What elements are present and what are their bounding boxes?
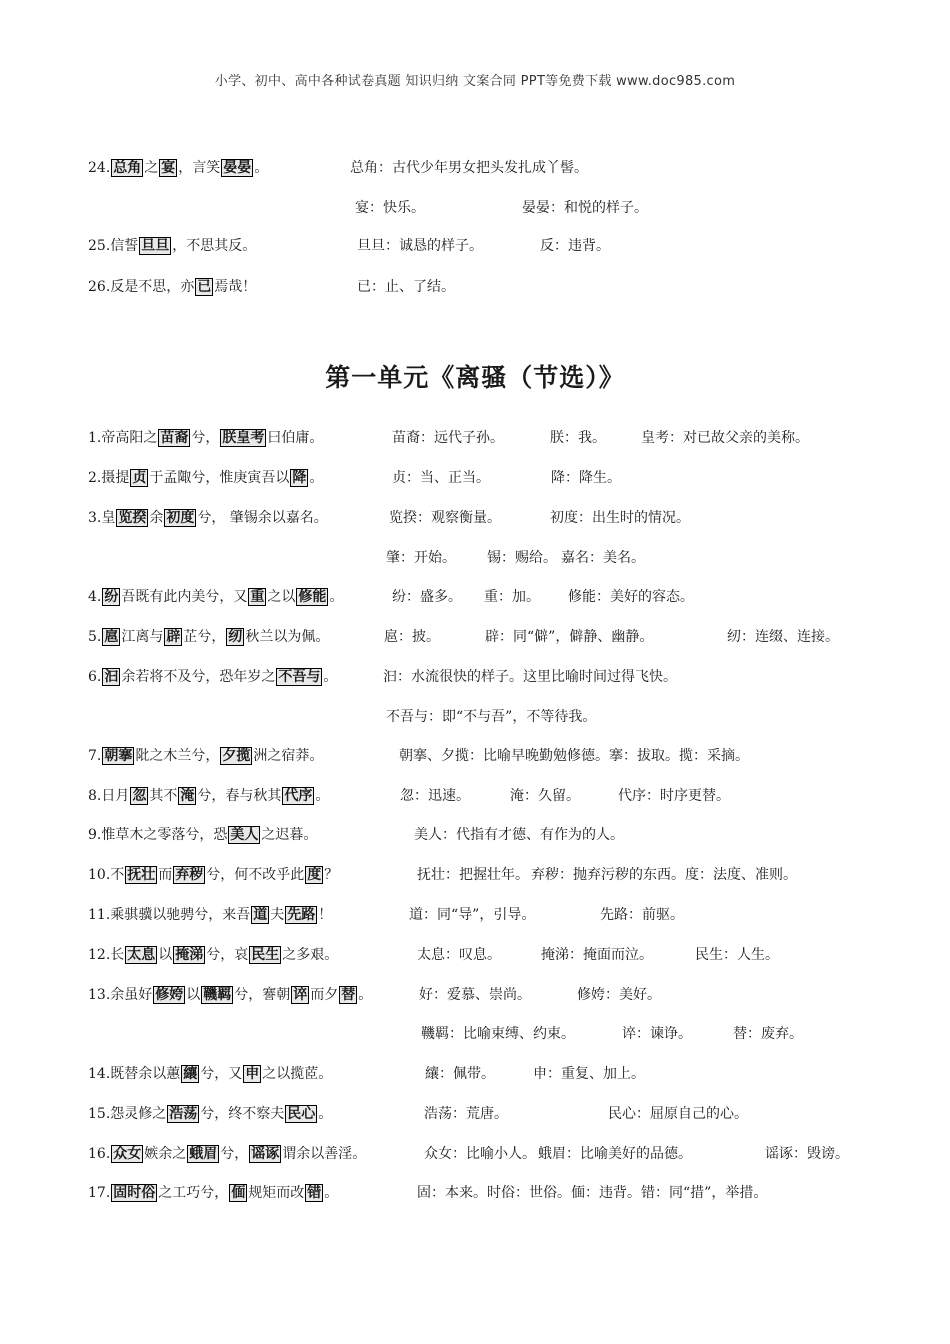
verse-text: 。 [254,160,269,176]
gloss-note: 重：加。 [484,589,540,605]
verse-text: 2.摄提 [88,470,130,486]
verse-text: 之工巧兮， [158,1185,229,1201]
verse-text: 14.既替余以蕙 [88,1066,181,1082]
verse-line [88,428,323,448]
verse-text: 其不 [149,788,178,804]
verse-text: 兮， 肇锡余以嘉名。 [197,510,328,526]
verse-text: 以 [186,987,201,1003]
verse-line [88,746,323,766]
highlighted-word: 民生 [251,947,280,963]
highlighted-word: 纕 [183,1066,198,1082]
verse-text: 3.皇 [88,510,116,526]
verse-text: 8.日月 [88,788,130,804]
gloss-note: 览揆：观察衡量。 [389,510,501,526]
gloss-note: 修姱：美好。 [577,987,661,1003]
highlighted-word: 旦旦 [141,238,170,254]
verse-text: 余 [149,510,164,526]
gloss-note: 谇：谏诤。 [622,1026,692,1042]
verse-line [88,627,329,647]
gloss-note: 皇考：对已故父亲的美称。 [641,430,809,446]
gloss-note: 先路：前驱。 [600,907,684,923]
gloss-note: 鞿羁：比喻束缚、约束。 [421,1026,575,1042]
verse-text: 兮， [220,1146,249,1162]
verse-text: 阰之木兰兮， [135,748,220,764]
verse-text: ，不思其反。 [172,238,257,254]
gloss-note: 反：违背。 [540,238,610,254]
verse-line [88,1064,332,1084]
gloss-note: 初度：出生时的情况。 [550,510,690,526]
verse-text: 之迟暮。 [261,827,318,843]
highlighted-word: 申 [245,1066,260,1082]
verse-line [88,236,256,256]
gloss-note: 蛾眉：比喻美好的品德。 [538,1146,692,1162]
verse-text: 26.反是不思，亦 [88,279,195,295]
highlighted-word: 苗裔 [160,430,189,446]
highlighted-word: 宴 [161,160,176,176]
verse-text: 兮，春与秋其 [197,788,282,804]
verse-text: 5. [88,629,102,645]
verse-text: 兮，又 [200,1066,243,1082]
gloss-note: 贞：当、正当。 [392,470,490,486]
verse-text: 夫 [270,907,285,923]
verse-text: 曰伯庸。 [267,430,324,446]
verse-text: 洲之宿莽。 [253,748,324,764]
highlighted-word: 贞 [132,470,147,486]
highlighted-word: 夕揽 [222,748,251,764]
verse-text: 7. [88,748,102,764]
verse-text: 兮，哀 [206,947,249,963]
gloss-note: 申：重复、加上。 [533,1066,645,1082]
verse-text: 10.不 [88,867,125,883]
highlighted-word: 谣诼 [251,1146,280,1162]
gloss-note: 嘉名：美名。 [561,550,645,566]
page-header: 小学、初中、高中各种试卷真题 知识归纳 文案合同 PPT等免费下载 www.doc985.com [214,74,736,89]
gloss-note: 宴：快乐。 [355,200,425,216]
highlighted-word: 重 [250,589,265,605]
gloss-note: 众女：比喻小人。 [424,1146,536,1162]
gloss-note: 民生：人生。 [695,947,779,963]
gloss-note: 不吾与：即“不与吾”，不等待我。 [386,709,597,725]
highlighted-word: 忽 [132,788,147,804]
gloss-note: 朝搴、夕揽：比喻早晚勤勉修德。搴：拔取。揽：采摘。 [399,748,749,764]
verse-text: ？ [324,867,339,883]
highlighted-word: 众女 [113,1146,142,1162]
gloss-note: 纕：佩带。 [425,1066,495,1082]
verse-line [88,508,328,528]
highlighted-word: 度 [307,867,322,883]
highlighted-word: 修姱 [155,987,184,1003]
gloss-note: 修能：美好的容态。 [568,589,694,605]
verse-text: 。 [318,1106,333,1122]
verse-text: 。 [329,589,344,605]
gloss-note: 固：本来。时俗：世俗。偭：违背。错：同“措”，举措。 [417,1185,768,1201]
verse-text: 江离与 [121,629,164,645]
verse-line [88,825,317,845]
highlighted-word: 掩涕 [175,947,204,963]
verse-text: 秋兰以为佩。 [245,629,330,645]
gloss-note: 美人：代指有才德、有作为的人。 [414,827,624,843]
gloss-note: 代序：时序更替。 [618,788,730,804]
gloss-note: 淹：久留。 [510,788,580,804]
highlighted-word: 抚壮 [127,867,156,883]
verse-text: 之 [144,160,159,176]
verse-line [88,945,338,965]
highlighted-word: 民心 [287,1106,316,1122]
verse-text: 兮，謇朝 [234,987,291,1003]
gloss-note: 太息：叹息。 [417,947,501,963]
highlighted-word: 美人 [230,827,259,843]
verse-text: 之以 [267,589,296,605]
verse-text: 兮，终不察夫 [200,1106,285,1122]
verse-text: 焉哉！ [214,279,257,295]
highlighted-word: 代序 [284,788,313,804]
verse-line [88,865,338,885]
verse-text: 12.长 [88,947,125,963]
highlighted-word: 已 [197,279,212,295]
highlighted-word: 朝搴 [104,748,133,764]
verse-text: 6. [88,669,102,685]
highlighted-word: 道 [253,907,268,923]
gloss-note: 纫：连缀、连接。 [727,629,839,645]
gloss-note: 旦旦：诚恳的样子。 [357,238,483,254]
highlighted-word: 浩荡 [169,1106,198,1122]
highlighted-word: 偭 [231,1185,246,1201]
verse-text: 以 [158,947,173,963]
gloss-note: 弃秽：抛弃污秽的东西。度：法度、准则。 [531,867,797,883]
verse-text: 25.信誓 [88,238,139,254]
verse-text: 兮， [191,430,220,446]
highlighted-word: 汩 [104,669,119,685]
verse-line [88,587,343,607]
verse-text: 。 [309,470,324,486]
verse-text: 而夕 [310,987,339,1003]
highlighted-word: 纫 [228,629,243,645]
gloss-note: 肇：开始。 [386,550,456,566]
highlighted-word: 辟 [166,629,181,645]
gloss-note: 纷：盛多。 [392,589,462,605]
verse-text: ，言笑 [178,160,221,176]
verse-text: 之以揽茝。 [262,1066,333,1082]
gloss-note: 谣诼：毁谤。 [765,1146,849,1162]
verse-text: 9.惟草木之零落兮，恐 [88,827,228,843]
verse-text: 16. [88,1146,111,1162]
gloss-note: 掩涕：掩面而泣。 [541,947,653,963]
verse-text: 芷兮， [183,629,226,645]
verse-text: 余若将不及兮，恐年岁之 [121,669,276,685]
highlighted-word: 蛾眉 [189,1146,218,1162]
verse-line [88,786,329,806]
verse-text: 。 [358,987,373,1003]
gloss-note: 朕：我。 [550,430,606,446]
verse-line [88,277,256,297]
verse-text: 。 [324,1185,339,1201]
highlighted-word: 太息 [127,947,156,963]
verse-text: 之多艰。 [282,947,339,963]
gloss-note: 晏晏：和悦的样子。 [522,200,648,216]
verse-text: 15.怨灵修之 [88,1106,167,1122]
verse-text: 17. [88,1185,111,1201]
verse-text: 4. [88,589,102,605]
verse-text: 24. [88,160,111,176]
highlighted-word: 晏晏 [223,160,252,176]
unit-title: 第一单元《离骚（节选）》 [325,363,625,392]
highlighted-word: 总角 [113,160,142,176]
verse-line [88,1104,332,1124]
gloss-note: 锡：赐给。 [487,550,557,566]
verse-text: 。 [323,669,338,685]
verse-line [88,158,268,178]
highlighted-word: 错 [307,1185,322,1201]
verse-text: 规矩而改 [248,1185,305,1201]
verse-line [88,667,337,687]
verse-line [88,1183,338,1203]
highlighted-word: 朕皇考 [222,430,265,446]
highlighted-word: 不吾与 [278,669,321,685]
gloss-note: 浩荡：荒唐。 [424,1106,508,1122]
highlighted-word: 览揆 [118,510,147,526]
verse-text: ！ [318,907,333,923]
gloss-note: 抚壮：把握壮年。 [417,867,529,883]
verse-text: 兮，何不改乎此 [206,867,305,883]
highlighted-word: 降 [292,470,307,486]
highlighted-word: 鞿羁 [203,987,232,1003]
highlighted-word: 修能 [298,589,327,605]
highlighted-word: 纷 [104,589,119,605]
highlighted-word: 扈 [104,629,119,645]
verse-line [88,468,323,488]
verse-text: 1.帝高阳之 [88,430,158,446]
gloss-note: 降：降生。 [551,470,621,486]
gloss-note: 辟：同“僻”，僻静、幽静。 [485,629,654,645]
gloss-note: 忽：迅速。 [400,788,470,804]
gloss-note: 苗裔：远代子孙。 [392,430,504,446]
verse-text: 谓余以善淫。 [282,1146,367,1162]
highlighted-word: 先路 [287,907,316,923]
highlighted-word: 弃秽 [175,867,204,883]
gloss-note: 好：爱慕、崇尚。 [419,987,531,1003]
verse-text: 于孟陬兮，惟庚寅吾以 [149,470,290,486]
verse-text: 。 [315,788,330,804]
gloss-note: 民心：屈原自己的心。 [608,1106,748,1122]
highlighted-word: 初度 [166,510,195,526]
highlighted-word: 淹 [180,788,195,804]
verse-line [88,905,332,925]
verse-text: 而 [158,867,173,883]
verse-text: 吾既有此内美兮，又 [121,589,248,605]
verse-text: 嫉余之 [144,1146,187,1162]
verse-text: 13.余虽好 [88,987,153,1003]
verse-line [88,1144,366,1164]
highlighted-word: 固时俗 [113,1185,156,1201]
gloss-note: 汩：水流很快的样子。这里比喻时间过得飞快。 [383,669,677,685]
verse-line [88,985,372,1005]
gloss-note: 已：止、了结。 [357,279,455,295]
gloss-note: 扈：披。 [384,629,440,645]
gloss-note: 道：同“导”，引导。 [409,907,536,923]
highlighted-word: 替 [341,987,356,1003]
gloss-note: 替：废弃。 [733,1026,803,1042]
highlighted-word: 谇 [293,987,308,1003]
verse-text: 11.乘骐骥以驰骋兮，来吾 [88,907,251,923]
gloss-note: 总角：古代少年男女把头发扎成丫髻。 [350,160,588,176]
